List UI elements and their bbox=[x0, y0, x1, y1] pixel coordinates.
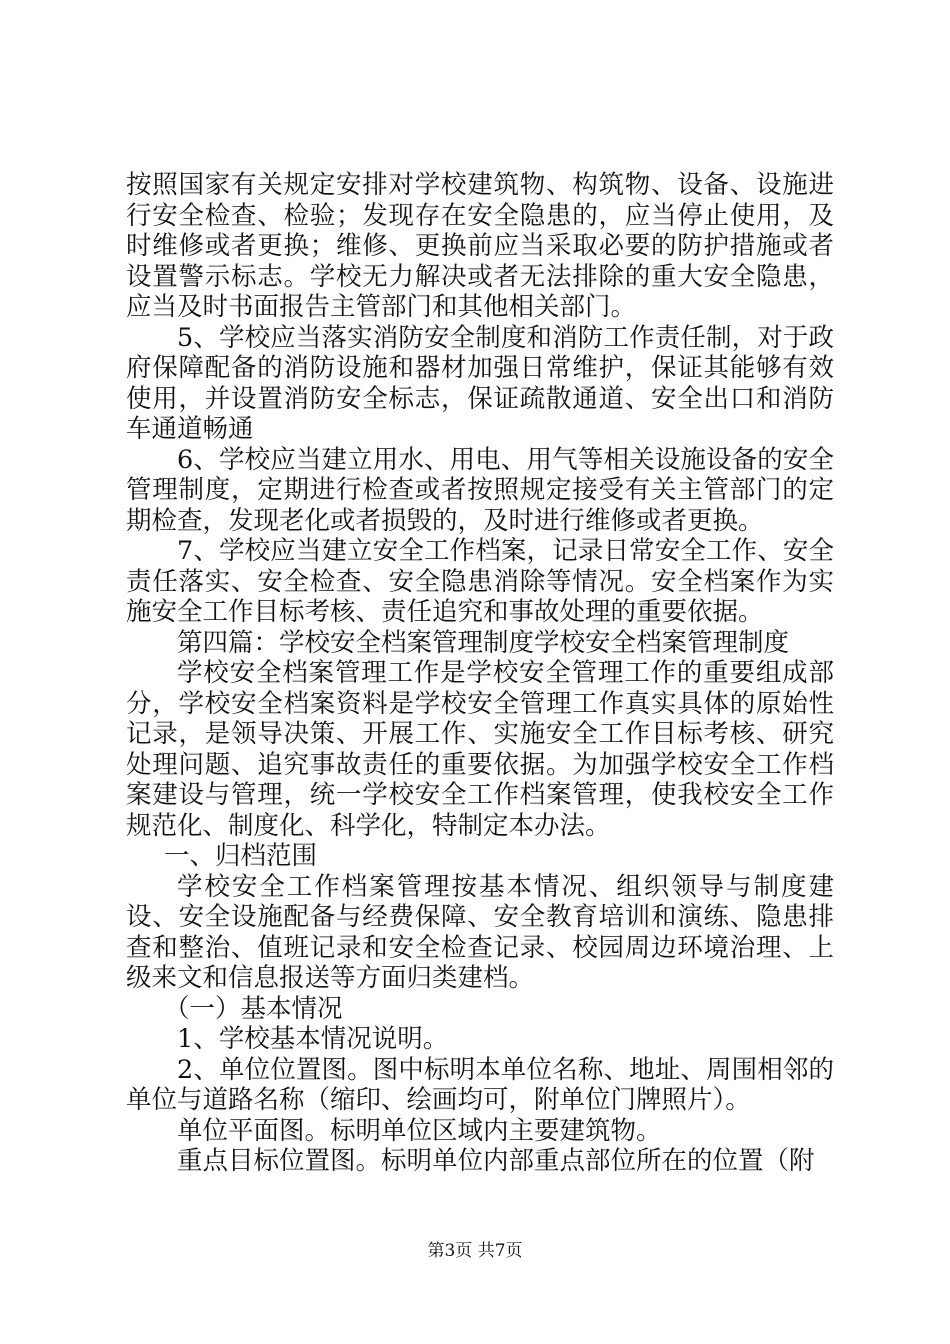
document-body bbox=[126, 170, 834, 1177]
list-item-location-map: 2、单位位置图。图中标明本单位名称、地址、周围相邻的单位与道路名称（缩印、绘画均可，附单位门牌照片）。 bbox=[126, 1054, 834, 1115]
paragraph-fire-safety: 5、学校应当落实消防安全制度和消防工作责任制，对于政府保障配备的消防设施和器材加强日常维护，保证其能够有效使用，并设置消防安全标志，保证疏散通道、安全出口和消防车通道畅通 bbox=[126, 322, 834, 444]
paragraph-inspection: 按照国家有关规定安排对学校建筑物、构筑物、设备、设施进行安全检查、检验；发现存在安全隐患的，应当停止使用，及时维修或者更换；维修、更换前应当采取必要的防护措施或者设置警示标志。学校无力解决或者无法排除的重大安全隐患，应当及时书面报告主管部门和其他相关部门。 bbox=[126, 170, 834, 322]
list-item-school-info: 1、学校基本情况说明。 bbox=[177, 1024, 449, 1054]
paragraph-safety-archive: 7、学校应当建立安全工作档案，记录日常安全工作、安全责任落实、安全检查、安全隐患消除等情况。安全档案作为实施安全工作目标考核、责任追究和事故处理的重要依据。 bbox=[126, 536, 834, 627]
section-heading-filing-scope: 一、归档范围 bbox=[164, 841, 318, 871]
paragraph-key-target-map: 重点目标位置图。标明单位内部重点部位所在的位置（附 bbox=[177, 1146, 815, 1176]
section-heading-part-four: 第四篇：学校安全档案管理制度学校安全档案管理制度 bbox=[177, 627, 790, 658]
subsection-heading-basic-info: （一）基本情况 bbox=[164, 993, 343, 1024]
paragraph-archive-intro: 学校安全档案管理工作是学校安全管理工作的重要组成部分，学校安全档案资料是学校安全管理工作真实具体的原始性记录，是领导决策、开展工作、实施安全工作目标考核、研究处理问题、追究事故责任的重要依据。为加强学校安全工作档案建设与管理，统一学校安全工作档案管理，使我校安全工作规范化、制度化、科学化，特制定本办法。 bbox=[126, 658, 834, 841]
page-number-footer: 第3页 共7页 bbox=[427, 1241, 523, 1261]
paragraph-floor-plan: 单位平面图。标明单位区域内主要建筑物。 bbox=[177, 1115, 662, 1146]
paragraph-utilities: 6、学校应当建立用水、用电、用气等相关设施设备的安全管理制度，定期进行检查或者按照规定接受有关主管部门的定期检查，发现老化或者损毁的，及时进行维修或者更换。 bbox=[126, 444, 834, 536]
paragraph-filing-categories: 学校安全工作档案管理按基本情况、组织领导与制度建设、安全设施配备与经费保障、安全教育培训和演练、隐患排查和整治、值班记录和安全检查记录、校园周边环境治理、上级来文和信息报送等方面归类建档。 bbox=[126, 871, 834, 993]
